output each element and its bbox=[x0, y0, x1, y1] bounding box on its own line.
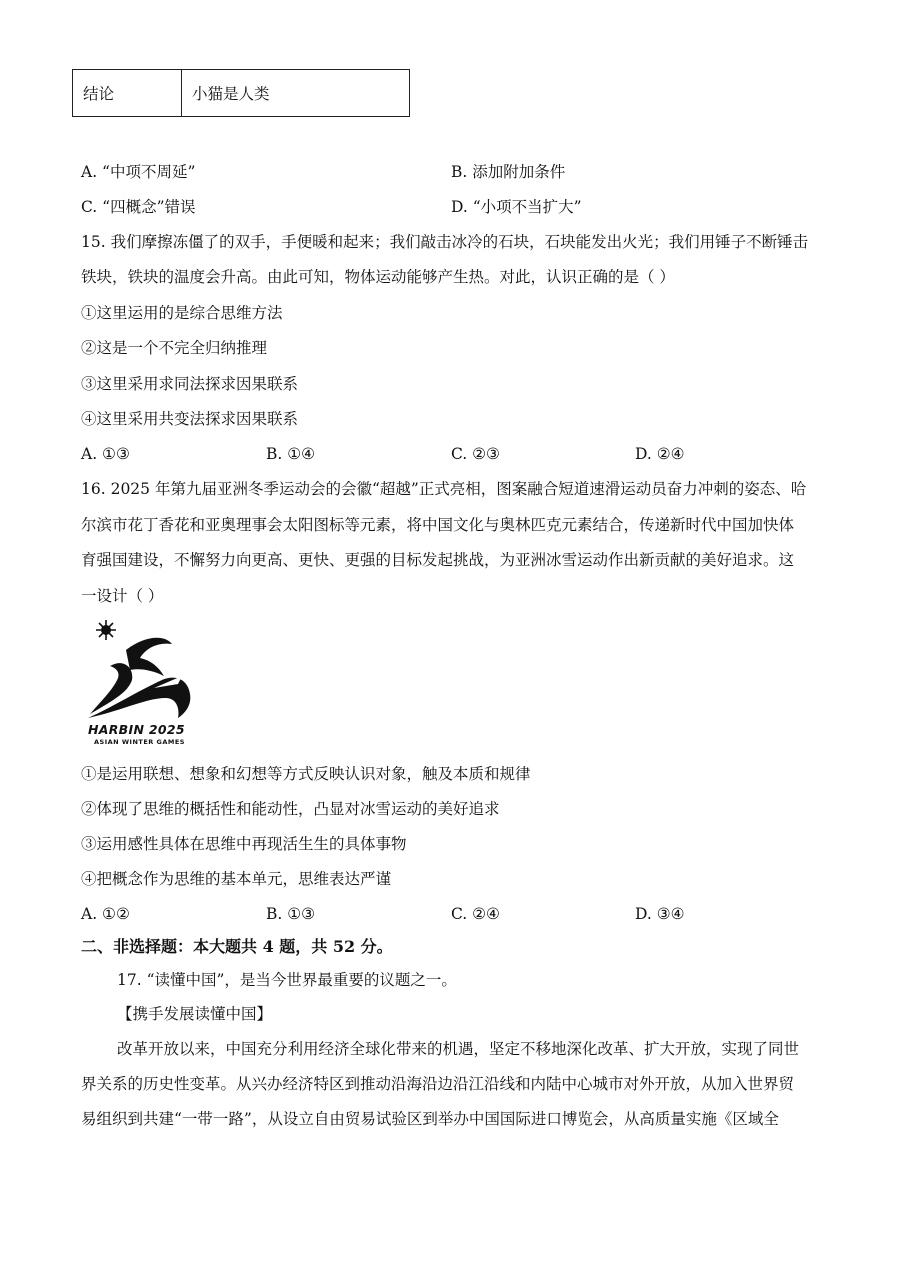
conclusion-label: 结论 bbox=[73, 70, 182, 117]
q16-option-d: D. ③④ bbox=[635, 905, 685, 923]
q17-intro: 17. “读懂中国”，是当今世界最重要的议题之一。 bbox=[117, 971, 457, 989]
q15-item-3: ③这里采用求同法探求因果联系 bbox=[81, 375, 299, 393]
q15-stem-line-1: 15. 我们摩擦冻僵了的双手，手便暖和起来；我们敲击冰冷的石块，石块能发出火光；我们用锤子不断锤击 bbox=[81, 233, 809, 251]
q16-stem-line-3: 育强国建设，不懈努力向更高、更快、更强的目标发起挑战，为亚洲冰雪运动作出新贡献的美好追求。这 bbox=[81, 551, 795, 569]
q15-item-1: ①这里运用的是综合思维方法 bbox=[81, 304, 283, 322]
q15-item-2: ②这是一个不完全归纳推理 bbox=[81, 339, 268, 357]
q15-option-c: C. ②③ bbox=[451, 445, 500, 463]
q16-option-a: A. ①② bbox=[81, 905, 130, 923]
q16-item-3: ③运用感性具体在思维中再现活生生的具体事物 bbox=[81, 835, 407, 853]
q17-para-line-2: 界关系的历史性变革。从兴办经济特区到推动沿海沿边沿江沿线和内陆中心城市对外开放，从加入世界贸 bbox=[81, 1075, 795, 1093]
q16-item-4: ④把概念作为思维的基本单元，思维表达严谨 bbox=[81, 870, 392, 888]
section-2-heading: 二、非选择题：本大题共 4 题，共 52 分。 bbox=[81, 937, 393, 956]
logo-subtitle: ASIAN WINTER GAMES bbox=[94, 738, 185, 746]
q16-stem-line-4: 一设计（ ） bbox=[81, 587, 164, 605]
conclusion-table bbox=[72, 69, 410, 117]
q16-item-1: ①是运用联想、想象和幻想等方式反映认识对象，触及本质和规律 bbox=[81, 765, 531, 783]
q17-para-line-3: 易组织到共建“一带一路”，从设立自由贸易试验区到举办中国国际进口博览会，从高质量实施《区域全 bbox=[81, 1110, 779, 1128]
q17-para-line-1: 改革开放以来，中国充分利用经济全球化带来的机遇，坚定不移地深化改革、扩大开放，实现了同世 bbox=[117, 1040, 800, 1058]
q15-stem-line-2: 铁块，铁块的温度会升高。由此可知，物体运动能够产生热。对此，认识正确的是（ ） bbox=[81, 268, 675, 286]
q15-option-d: D. ②④ bbox=[635, 445, 685, 463]
q14-option-d: D. “小项不当扩大” bbox=[451, 198, 582, 216]
q15-option-b: B. ①④ bbox=[266, 445, 316, 463]
conclusion-value: 小猫是人类 bbox=[182, 70, 410, 117]
q16-option-b: B. ①③ bbox=[266, 905, 316, 923]
q17-subheading: 【携手发展读懂中国】 bbox=[117, 1005, 273, 1023]
q14-option-b: B. 添加附加条件 bbox=[451, 163, 566, 181]
q16-item-2: ②体现了思维的概括性和能动性，凸显对冰雪运动的美好追求 bbox=[81, 800, 500, 818]
q14-option-a: A. “中项不周延” bbox=[81, 163, 196, 181]
q16-stem-line-2: 尔滨市花丁香花和亚奥理事会太阳图标等元素，将中国文化与奥林匹克元素结合，传递新时代中国加快体 bbox=[81, 516, 795, 534]
q16-stem-line-1: 16. 2025 年第九届亚洲冬季运动会的会徽“超越”正式亮相，图案融合短道速滑运动员奋力冲刺的姿态、哈 bbox=[81, 480, 807, 498]
q15-option-a: A. ①③ bbox=[81, 445, 130, 463]
logo-title: HARBIN 2025 bbox=[88, 722, 185, 737]
q14-option-c: C. “四概念”错误 bbox=[81, 198, 196, 216]
q15-item-4: ④这里采用共变法探求因果联系 bbox=[81, 410, 299, 428]
q16-option-c: C. ②④ bbox=[451, 905, 500, 923]
